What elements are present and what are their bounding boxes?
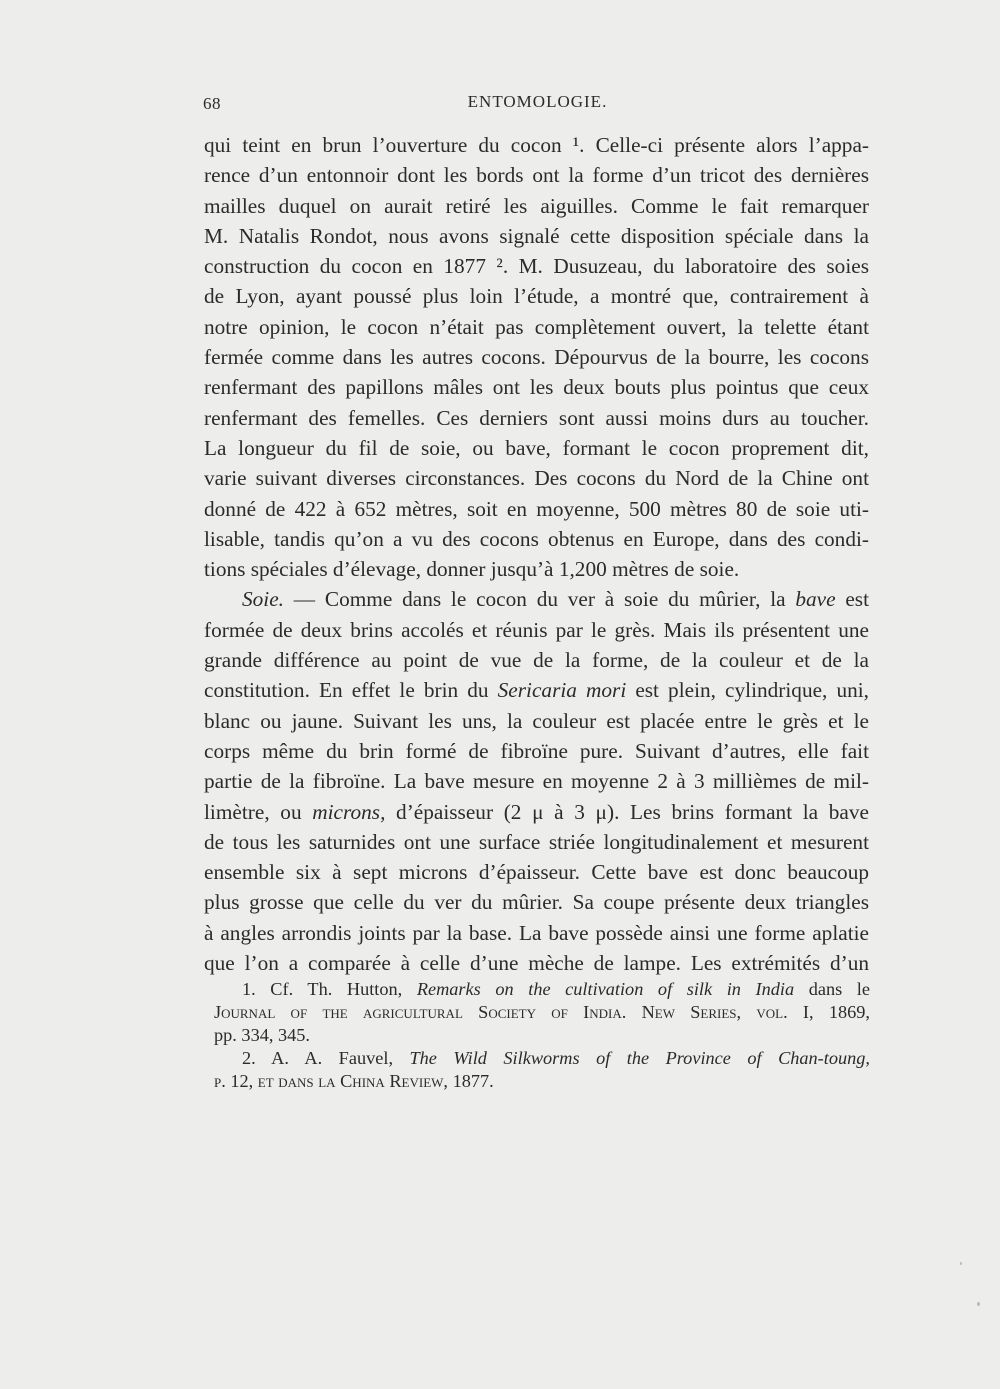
text-line: grande différence au point de vue de la forme, de la couleur et de la xyxy=(204,648,869,673)
text-line xyxy=(204,797,869,827)
paper-speck xyxy=(960,1262,962,1265)
text-line: varie suivant diverses circonstances. Des cocons du Nord de la Chine ont xyxy=(204,466,869,491)
text-line: ensemble six à sept microns d’épaisseur. Cette bave est donc beaucoup xyxy=(204,860,869,885)
text-line: lisable, tandis qu’on a vu des cocons obtenus en Europe, dans des condi- xyxy=(204,526,869,551)
section-head-soie: Soie. xyxy=(242,587,284,612)
text-run: limètre, ou xyxy=(204,799,313,824)
text-run: est plein, cylindrique, uni, xyxy=(626,678,869,703)
footnote-1 xyxy=(214,978,870,1001)
text-run: 2. A. A. Fauvel, xyxy=(242,1048,410,1068)
footnote-2 xyxy=(214,1047,870,1070)
text-run: constitution. En effet le brin du xyxy=(204,678,498,703)
text-run: 1. Cf. Th. Hutton, xyxy=(242,979,417,999)
text-line: partie de la fibroïne. La bave mesure en moyenne 2 à 3 millièmes de mil- xyxy=(204,769,869,794)
text-run: dans le xyxy=(794,979,870,999)
text-run: est xyxy=(835,587,870,612)
text-line: mailles duquel on aurait retiré les aiguilles. Comme le fait remarquer xyxy=(204,193,869,218)
italic-title: Remarks on the cultivation of silk in India xyxy=(416,979,795,999)
text-line: que l’on a comparée à celle d’une mèche de lampe. Les extrémités d’un xyxy=(204,951,869,976)
footnote-line: p. 12, et dans la China Review, 1877. xyxy=(214,1071,494,1091)
text-line: donné de 422 à 652 mètres, soit en moyenne, 500 mètres 80 de soie uti- xyxy=(204,496,869,521)
paragraph-soie-start xyxy=(204,584,869,614)
text-line: tions spéciales d’élevage, donner jusqu’à 1,200 mètres de soie. xyxy=(204,557,740,582)
text-line: de Lyon, ayant poussé plus loin l’étude, a montré que, contrairement à xyxy=(204,284,869,309)
text-line: renfermant des papillons mâles ont les deux bouts plus pointus que ceux xyxy=(204,375,869,400)
text-line: formée de deux brins accolés et réunis par le grès. Mais ils présentent une xyxy=(204,617,869,642)
italic-term-bave: bave xyxy=(795,587,836,612)
text-line xyxy=(204,675,869,705)
italic-title: The Wild Silkworms of the Province of Chan-toung, xyxy=(409,1048,870,1068)
footnote-line: Journal of the agricultural Society of India. New Series, vol. I, 1869, xyxy=(214,1002,870,1022)
text-line: corps même du brin formé de fibroïne pure. Suivant d’autres, elle fait xyxy=(204,738,869,763)
body-text xyxy=(204,130,869,978)
page-number: 68 xyxy=(203,94,221,113)
text-line: notre opinion, le cocon n’était pas complètement ouvert, la telette étant xyxy=(204,314,869,339)
text-line: qui teint en brun l’ouverture du cocon ¹. Celle-ci présente alors l’appa- xyxy=(204,133,869,157)
text-run: — Comme dans le cocon du ver à soie du mûrier, la xyxy=(284,587,796,612)
text-line: blanc ou jaune. Suivant les uns, la couleur est placée entre le grès et le xyxy=(204,708,869,733)
text-line: plus grosse que celle du ver du mûrier. Sa coupe présente deux triangles xyxy=(204,890,869,915)
paper-speck xyxy=(977,1302,980,1306)
footnotes xyxy=(214,978,870,1093)
italic-term-microns: microns, xyxy=(312,799,386,824)
text-line: La longueur du fil de soie, ou bave, formant le cocon proprement dit, xyxy=(204,435,869,460)
text-line: à angles arrondis joints par la base. La bave possède ainsi une forme aplatie xyxy=(204,920,869,945)
footnote-line: pp. 334, 345. xyxy=(214,1025,310,1045)
text-line: de tous les saturnides ont une surface striée longitudinalement et mesurent xyxy=(204,829,869,854)
running-title: ENTOMOLOGIE. xyxy=(467,92,608,111)
text-line: fermée comme dans les autres cocons. Dépourvus de la bourre, les cocons xyxy=(204,345,869,370)
italic-species-name: Sericaria mori xyxy=(497,678,627,703)
text-line: rence d’un entonnoir dont les bords ont la forme d’un tricot des dernières xyxy=(204,163,869,188)
text-line: construction du cocon en 1877 ². M. Dusuzeau, du laboratoire des soies xyxy=(204,254,869,279)
text-line: renfermant des femelles. Ces derniers sont aussi moins durs au toucher. xyxy=(204,405,869,430)
text-line: M. Natalis Rondot, nous avons signalé cette disposition spéciale dans la xyxy=(204,223,869,248)
text-run: d’épaisseur (2 μ à 3 μ). Les brins formant la bave xyxy=(385,799,869,824)
